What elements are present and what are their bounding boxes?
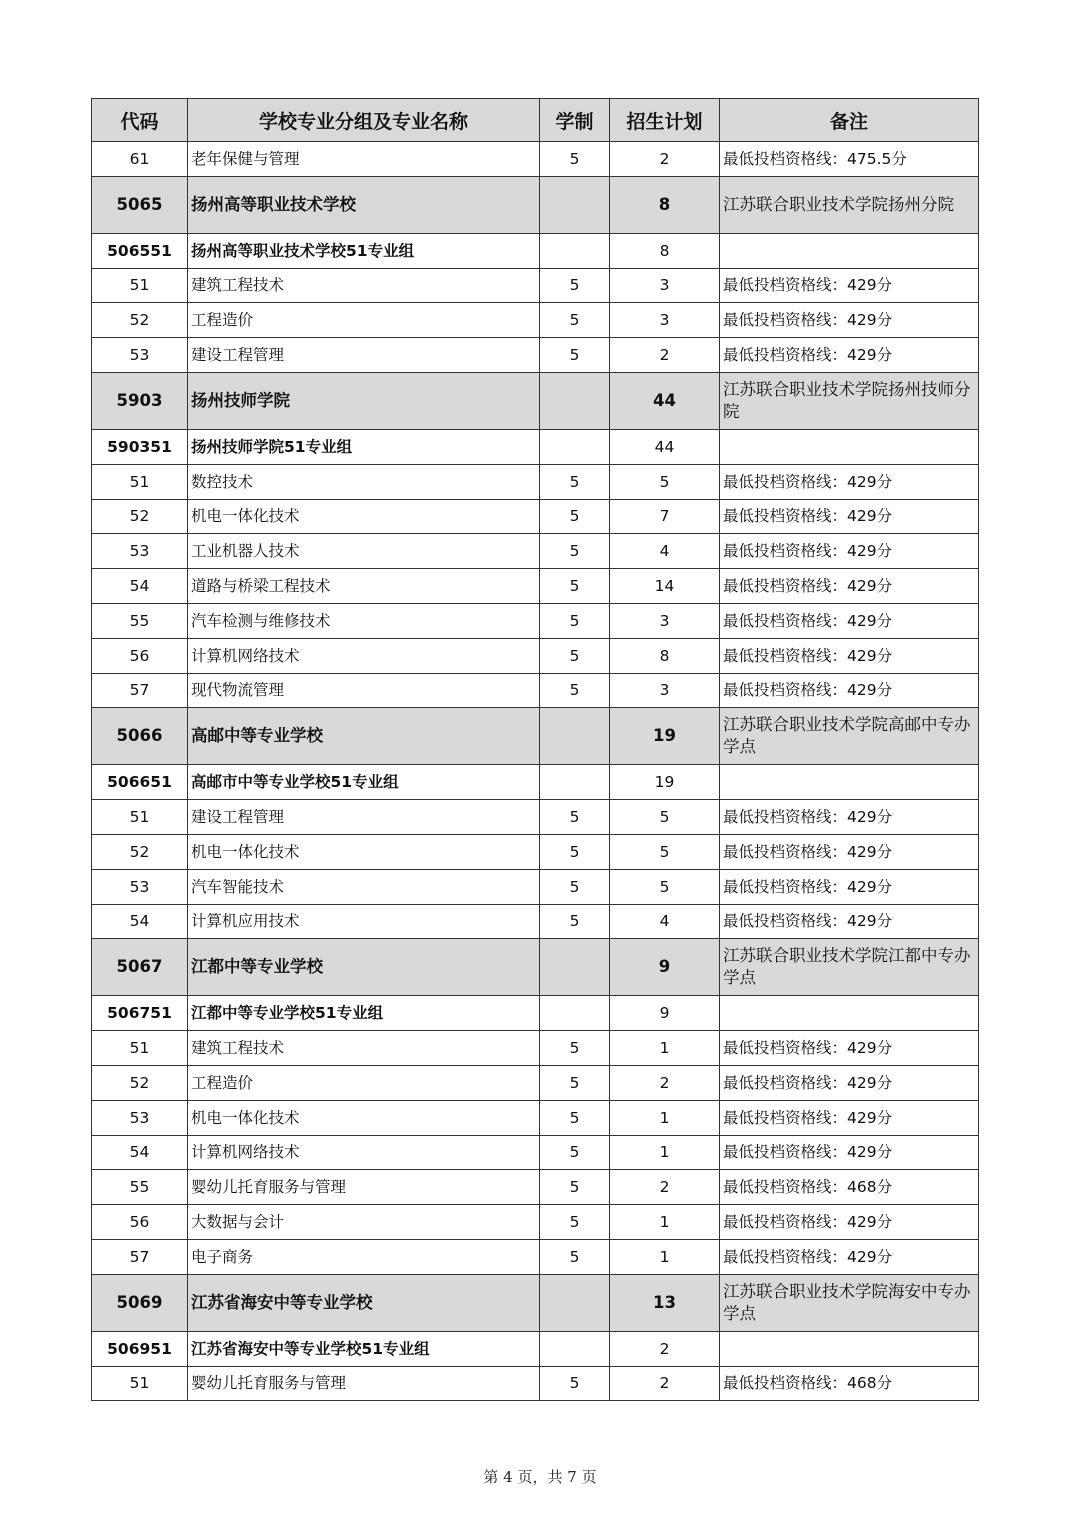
code-cell: 54 [92, 1135, 188, 1170]
years-cell: 5 [540, 338, 610, 373]
years-cell: 5 [540, 1100, 610, 1135]
note-cell: 最低投档资格线：429分 [720, 499, 979, 534]
note-cell [720, 429, 979, 464]
years-cell [540, 1331, 610, 1366]
table-body [92, 142, 979, 1401]
note-cell: 最低投档资格线：429分 [720, 800, 979, 835]
plan-cell: 1 [610, 1239, 720, 1274]
code-cell: 506651 [92, 765, 188, 800]
years-cell: 5 [540, 499, 610, 534]
name-cell: 江都中等专业学校 [188, 939, 540, 996]
note-cell [720, 233, 979, 268]
name-cell: 汽车检测与维修技术 [188, 603, 540, 638]
name-cell: 婴幼儿托育服务与管理 [188, 1366, 540, 1401]
code-cell: 5067 [92, 939, 188, 996]
major-row [92, 904, 979, 939]
group-row [92, 996, 979, 1031]
plan-cell: 2 [610, 338, 720, 373]
plan-cell: 8 [610, 638, 720, 673]
name-cell: 汽车智能技术 [188, 869, 540, 904]
note-cell: 最低投档资格线：429分 [720, 464, 979, 499]
name-cell: 高邮中等专业学校 [188, 708, 540, 765]
name-cell: 机电一体化技术 [188, 499, 540, 534]
code-cell: 53 [92, 1100, 188, 1135]
major-row [92, 338, 979, 373]
major-row [92, 303, 979, 338]
code-cell: 54 [92, 904, 188, 939]
name-cell: 建筑工程技术 [188, 268, 540, 303]
plan-cell: 2 [610, 1366, 720, 1401]
name-cell: 江苏省海安中等专业学校51专业组 [188, 1331, 540, 1366]
note-cell [720, 765, 979, 800]
plan-cell: 8 [610, 176, 720, 233]
name-cell: 电子商务 [188, 1239, 540, 1274]
name-cell: 计算机网络技术 [188, 638, 540, 673]
school-row [92, 1274, 979, 1331]
note-cell: 最低投档资格线：429分 [720, 638, 979, 673]
years-cell: 5 [540, 569, 610, 604]
name-cell: 机电一体化技术 [188, 834, 540, 869]
years-cell: 5 [540, 1031, 610, 1066]
note-cell: 最低投档资格线：429分 [720, 1205, 979, 1240]
name-cell: 婴幼儿托育服务与管理 [188, 1170, 540, 1205]
major-row [92, 603, 979, 638]
major-row [92, 1170, 979, 1205]
code-cell: 5069 [92, 1274, 188, 1331]
note-cell: 最低投档资格线：429分 [720, 869, 979, 904]
years-cell: 5 [540, 534, 610, 569]
group-row [92, 233, 979, 268]
note-cell: 最低投档资格线：429分 [720, 534, 979, 569]
plan-cell: 2 [610, 142, 720, 177]
years-cell [540, 939, 610, 996]
plan-cell: 5 [610, 869, 720, 904]
years-cell: 5 [540, 904, 610, 939]
code-cell: 52 [92, 834, 188, 869]
plan-cell: 1 [610, 1135, 720, 1170]
plan-cell: 9 [610, 996, 720, 1031]
name-cell: 建筑工程技术 [188, 1031, 540, 1066]
note-cell: 最低投档资格线：429分 [720, 1031, 979, 1066]
years-cell: 5 [540, 1366, 610, 1401]
major-row [92, 1205, 979, 1240]
plan-cell: 5 [610, 800, 720, 835]
name-cell: 现代物流管理 [188, 673, 540, 708]
code-cell: 590351 [92, 429, 188, 464]
header-code: 代码 [92, 99, 188, 142]
years-cell: 5 [540, 800, 610, 835]
major-row [92, 499, 979, 534]
code-cell: 506551 [92, 233, 188, 268]
page-footer: 第 4 页，共 7 页 [483, 1468, 597, 1486]
plan-cell: 2 [610, 1065, 720, 1100]
code-cell: 52 [92, 303, 188, 338]
code-cell: 5903 [92, 372, 188, 429]
years-cell: 5 [540, 673, 610, 708]
school-row [92, 176, 979, 233]
plan-cell: 5 [610, 464, 720, 499]
major-row [92, 1065, 979, 1100]
plan-cell: 2 [610, 1331, 720, 1366]
header-years: 学制 [540, 99, 610, 142]
note-cell: 最低投档资格线：429分 [720, 673, 979, 708]
plan-cell: 44 [610, 429, 720, 464]
years-cell [540, 996, 610, 1031]
note-cell: 最低投档资格线：429分 [720, 1100, 979, 1135]
note-cell: 最低投档资格线：429分 [720, 603, 979, 638]
years-cell [540, 233, 610, 268]
major-row [92, 638, 979, 673]
note-cell: 最低投档资格线：429分 [720, 1135, 979, 1170]
group-row [92, 1331, 979, 1366]
name-cell: 工业机器人技术 [188, 534, 540, 569]
years-cell [540, 765, 610, 800]
name-cell: 江苏省海安中等专业学校 [188, 1274, 540, 1331]
note-cell [720, 996, 979, 1031]
code-cell: 506951 [92, 1331, 188, 1366]
note-cell: 最低投档资格线：475.5分 [720, 142, 979, 177]
major-row [92, 869, 979, 904]
note-cell: 最低投档资格线：429分 [720, 1239, 979, 1274]
code-cell: 5065 [92, 176, 188, 233]
header-plan: 招生计划 [610, 99, 720, 142]
name-cell: 建设工程管理 [188, 800, 540, 835]
code-cell: 53 [92, 338, 188, 373]
note-cell: 最低投档资格线：429分 [720, 303, 979, 338]
note-cell: 江苏联合职业技术学院扬州技师分院 [720, 372, 979, 429]
code-cell: 51 [92, 800, 188, 835]
plan-cell: 1 [610, 1100, 720, 1135]
years-cell [540, 1274, 610, 1331]
name-cell: 计算机网络技术 [188, 1135, 540, 1170]
code-cell: 52 [92, 1065, 188, 1100]
years-cell: 5 [540, 638, 610, 673]
name-cell: 道路与桥梁工程技术 [188, 569, 540, 604]
note-cell [720, 1331, 979, 1366]
name-cell: 建设工程管理 [188, 338, 540, 373]
major-row [92, 1135, 979, 1170]
note-cell: 江苏联合职业技术学院海安中专办学点 [720, 1274, 979, 1331]
major-row [92, 1366, 979, 1401]
years-cell: 5 [540, 268, 610, 303]
plan-cell: 9 [610, 939, 720, 996]
name-cell: 大数据与会计 [188, 1205, 540, 1240]
school-row [92, 939, 979, 996]
plan-cell: 3 [610, 268, 720, 303]
note-cell: 最低投档资格线：429分 [720, 338, 979, 373]
code-cell: 57 [92, 673, 188, 708]
plan-cell: 7 [610, 499, 720, 534]
plan-cell: 14 [610, 569, 720, 604]
admission-table-container [91, 98, 978, 1401]
note-cell: 江苏联合职业技术学院高邮中专办学点 [720, 708, 979, 765]
years-cell: 5 [540, 464, 610, 499]
code-cell: 61 [92, 142, 188, 177]
name-cell: 扬州高等职业技术学校 [188, 176, 540, 233]
code-cell: 57 [92, 1239, 188, 1274]
plan-cell: 44 [610, 372, 720, 429]
code-cell: 56 [92, 638, 188, 673]
major-row [92, 1031, 979, 1066]
group-row [92, 429, 979, 464]
name-cell: 机电一体化技术 [188, 1100, 540, 1135]
years-cell: 5 [540, 603, 610, 638]
major-row [92, 534, 979, 569]
major-row [92, 673, 979, 708]
school-row [92, 708, 979, 765]
years-cell [540, 176, 610, 233]
major-row [92, 569, 979, 604]
header-name: 学校专业分组及专业名称 [188, 99, 540, 142]
code-cell: 506751 [92, 996, 188, 1031]
plan-cell: 1 [610, 1205, 720, 1240]
major-row [92, 464, 979, 499]
note-cell: 最低投档资格线：468分 [720, 1366, 979, 1401]
years-cell: 5 [540, 303, 610, 338]
code-cell: 53 [92, 869, 188, 904]
name-cell: 扬州技师学院51专业组 [188, 429, 540, 464]
major-row [92, 1100, 979, 1135]
code-cell: 5066 [92, 708, 188, 765]
name-cell: 扬州技师学院 [188, 372, 540, 429]
code-cell: 51 [92, 1031, 188, 1066]
code-cell: 51 [92, 464, 188, 499]
plan-cell: 19 [610, 708, 720, 765]
school-row [92, 372, 979, 429]
plan-cell: 2 [610, 1170, 720, 1205]
code-cell: 56 [92, 1205, 188, 1240]
years-cell: 5 [540, 1170, 610, 1205]
note-cell: 江苏联合职业技术学院扬州分院 [720, 176, 979, 233]
name-cell: 数控技术 [188, 464, 540, 499]
plan-cell: 3 [610, 673, 720, 708]
major-row [92, 834, 979, 869]
name-cell: 老年保健与管理 [188, 142, 540, 177]
name-cell: 扬州高等职业技术学校51专业组 [188, 233, 540, 268]
plan-cell: 19 [610, 765, 720, 800]
major-row [92, 268, 979, 303]
code-cell: 53 [92, 534, 188, 569]
header-row [92, 99, 979, 142]
note-cell: 最低投档资格线：429分 [720, 834, 979, 869]
name-cell: 工程造价 [188, 303, 540, 338]
name-cell: 计算机应用技术 [188, 904, 540, 939]
years-cell: 5 [540, 1135, 610, 1170]
note-cell: 最低投档资格线：468分 [720, 1170, 979, 1205]
plan-cell: 1 [610, 1031, 720, 1066]
code-cell: 55 [92, 603, 188, 638]
plan-cell: 3 [610, 603, 720, 638]
code-cell: 52 [92, 499, 188, 534]
major-row [92, 800, 979, 835]
years-cell: 5 [540, 869, 610, 904]
years-cell [540, 372, 610, 429]
plan-cell: 4 [610, 534, 720, 569]
name-cell: 江都中等专业学校51专业组 [188, 996, 540, 1031]
name-cell: 工程造价 [188, 1065, 540, 1100]
plan-cell: 8 [610, 233, 720, 268]
major-row [92, 142, 979, 177]
note-cell: 最低投档资格线：429分 [720, 1065, 979, 1100]
name-cell: 高邮市中等专业学校51专业组 [188, 765, 540, 800]
plan-cell: 5 [610, 834, 720, 869]
plan-cell: 4 [610, 904, 720, 939]
code-cell: 54 [92, 569, 188, 604]
years-cell: 5 [540, 1065, 610, 1100]
years-cell: 5 [540, 834, 610, 869]
code-cell: 51 [92, 268, 188, 303]
note-cell: 江苏联合职业技术学院江都中专办学点 [720, 939, 979, 996]
years-cell [540, 708, 610, 765]
note-cell: 最低投档资格线：429分 [720, 569, 979, 604]
header-note: 备注 [720, 99, 979, 142]
years-cell: 5 [540, 142, 610, 177]
plan-cell: 13 [610, 1274, 720, 1331]
major-row [92, 1239, 979, 1274]
code-cell: 51 [92, 1366, 188, 1401]
note-cell: 最低投档资格线：429分 [720, 268, 979, 303]
group-row [92, 765, 979, 800]
plan-cell: 3 [610, 303, 720, 338]
years-cell: 5 [540, 1205, 610, 1240]
years-cell [540, 429, 610, 464]
admission-table [91, 98, 979, 1401]
years-cell: 5 [540, 1239, 610, 1274]
code-cell: 55 [92, 1170, 188, 1205]
note-cell: 最低投档资格线：429分 [720, 904, 979, 939]
